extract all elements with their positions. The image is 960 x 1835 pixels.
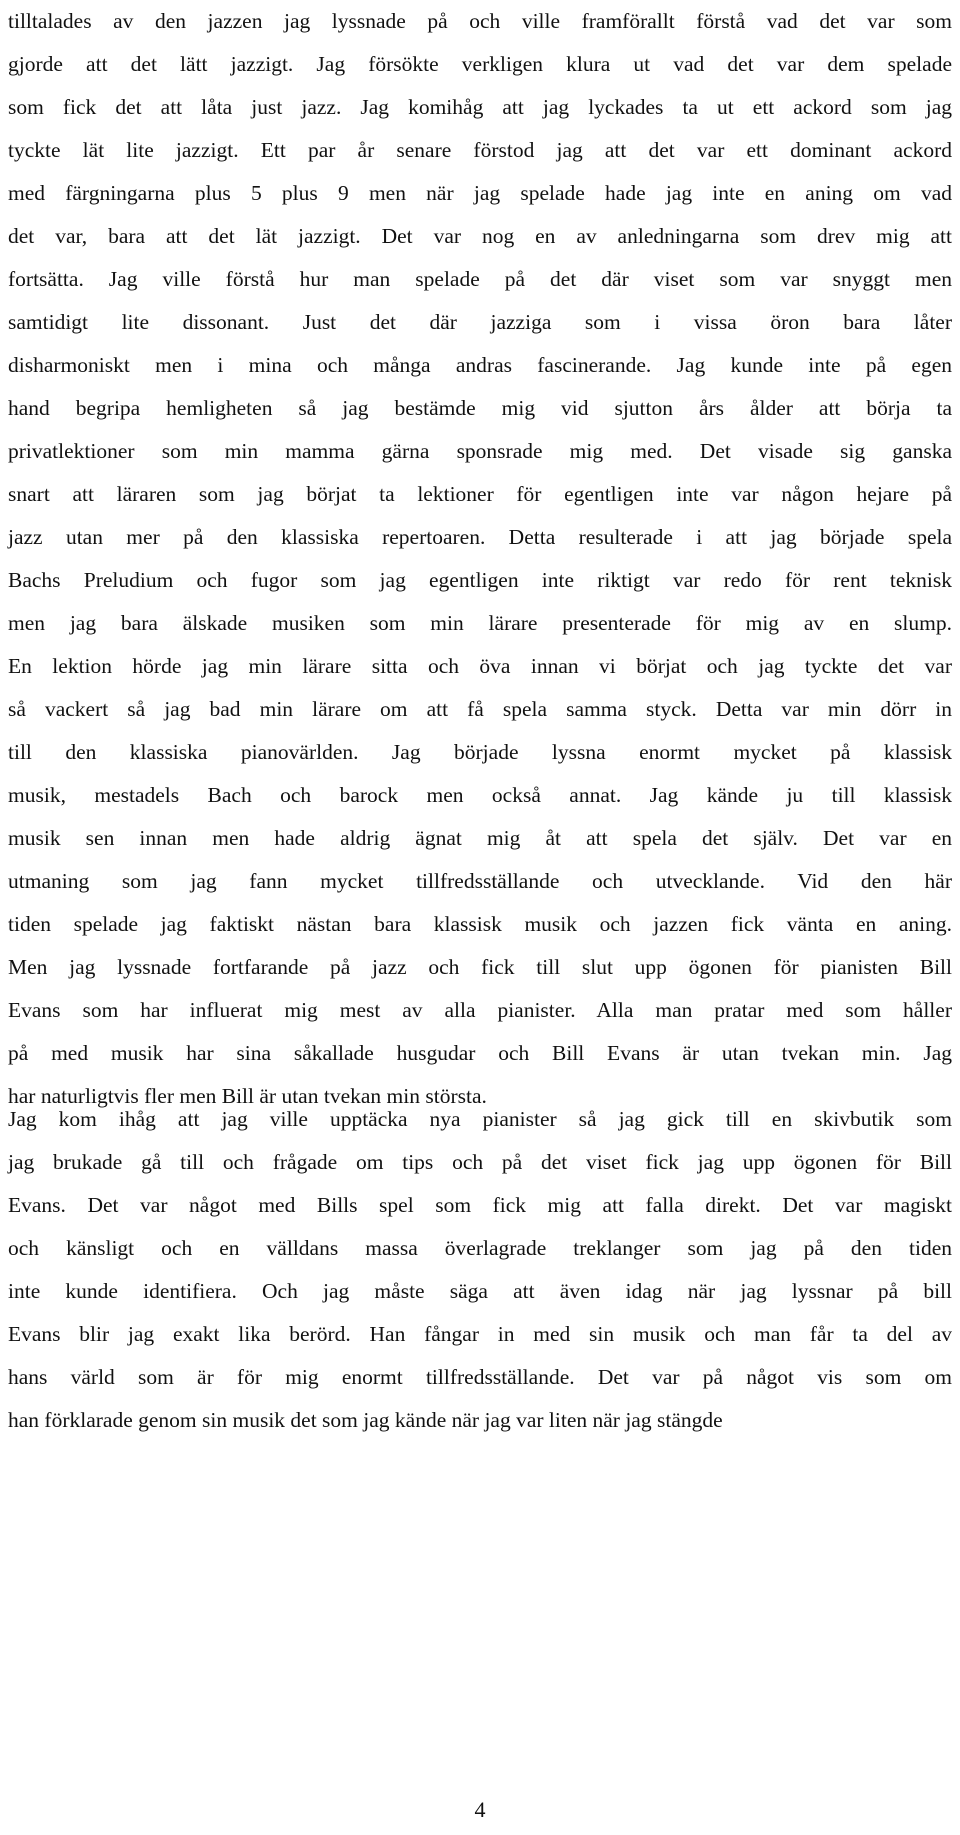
text-line: hans värld som är för mig enormt tillfredsställande. Det var på något vis som om (8, 1365, 952, 1389)
text-line: som fick det att låta just jazz. Jag komihåg att jag lyckades ta ut ett ackord som jag (8, 95, 952, 119)
text-line: inte kunde identifiera. Och jag måste säga att även idag när jag lyssnar på bill (8, 1279, 952, 1303)
text-line: musik sen innan men hade aldrig ägnat mig åt att spela det själv. Det var en (8, 826, 952, 850)
text-line: Evans. Det var något med Bills spel som fick mig att falla direkt. Det var magiskt (8, 1193, 952, 1217)
text-line: på med musik har sina såkallade husgudar och Bill Evans är utan tvekan min. Jag (8, 1041, 952, 1065)
text-line: till den klassiska pianovärlden. Jag började lyssna enormt mycket på klassisk (8, 740, 952, 764)
text-line: privatlektioner som min mamma gärna sponsrade mig med. Det visade sig ganska (8, 439, 952, 463)
text-line: snart att läraren som jag börjat ta lektioner för egentligen inte var någon hejare på (8, 482, 952, 506)
text-line: jag brukade gå till och frågade om tips och på det viset fick jag upp ögonen för Bill (8, 1150, 952, 1174)
text-line: jazz utan mer på den klassiska repertoaren. Detta resulterade i att jag började spela (8, 525, 952, 549)
paragraph-1 (8, 0, 952, 1118)
text-line: det var, bara att det lät jazzigt. Det var nog en av anledningarna som drev mig att (8, 224, 952, 248)
text-line: tilltalades av den jazzen jag lyssnade på och ville framförallt förstå vad det var som (8, 9, 952, 33)
text-line: En lektion hörde jag min lärare sitta och öva innan vi börjat och jag tyckte det var (8, 654, 952, 678)
text-line: tyckte lät lite jazzigt. Ett par år senare förstod jag att det var ett dominant ackord (8, 138, 952, 162)
text-line: Bachs Preludium och fugor som jag egentligen inte riktigt var redo för rent teknisk (8, 568, 952, 592)
text-line: och känsligt och en välldans massa överlagrade treklanger som jag på den tiden (8, 1236, 952, 1260)
text-line: musik, mestadels Bach och barock men också annat. Jag kände ju till klassisk (8, 783, 952, 807)
text-line: hand begripa hemligheten så jag bestämde mig vid sjutton års ålder att börja ta (8, 396, 952, 420)
text-line: Men jag lyssnade fortfarande på jazz och fick till slut upp ögonen för pianisten Bill (8, 955, 952, 979)
text-line: men jag bara älskade musiken som min lärare presenterade för mig av en slump. (8, 611, 952, 635)
paragraph-2 (8, 1098, 952, 1442)
text-line: Evans blir jag exakt lika berörd. Han fångar in med sin musik och man får ta del av (8, 1322, 952, 1346)
text-line: utmaning som jag fann mycket tillfredsställande och utvecklande. Vid den här (8, 869, 952, 893)
text-line: disharmoniskt men i mina och många andras fascinerande. Jag kunde inte på egen (8, 353, 952, 377)
text-line: så vackert så jag bad min lärare om att få spela samma styck. Detta var min dörr in (8, 697, 952, 721)
text-line: gjorde att det lätt jazzigt. Jag försökte verkligen klura ut vad det var dem spelade (8, 52, 952, 76)
text-line: Jag kom ihåg att jag ville upptäcka nya pianister så jag gick till en skivbutik som (8, 1107, 952, 1131)
text-line: han förklarade genom sin musik det som jag kände när jag var liten när jag stängde (8, 1408, 723, 1432)
text-line: fortsätta. Jag ville förstå hur man spelade på det där viset som var snyggt men (8, 267, 952, 291)
text-line: har naturligtvis fler men Bill är utan tvekan min största. (8, 1084, 487, 1108)
text-line: med färgningarna plus 5 plus 9 men när jag spelade hade jag inte en aning om vad (8, 181, 952, 205)
page-number: 4 (474, 1797, 486, 1822)
text-line: tiden spelade jag faktiskt nästan bara klassisk musik och jazzen fick vänta en aning. (8, 912, 952, 936)
text-line: Evans som har influerat mig mest av alla pianister. Alla man pratar med som håller (8, 998, 952, 1022)
text-line: samtidigt lite dissonant. Just det där jazziga som i vissa öron bara låter (8, 310, 952, 334)
